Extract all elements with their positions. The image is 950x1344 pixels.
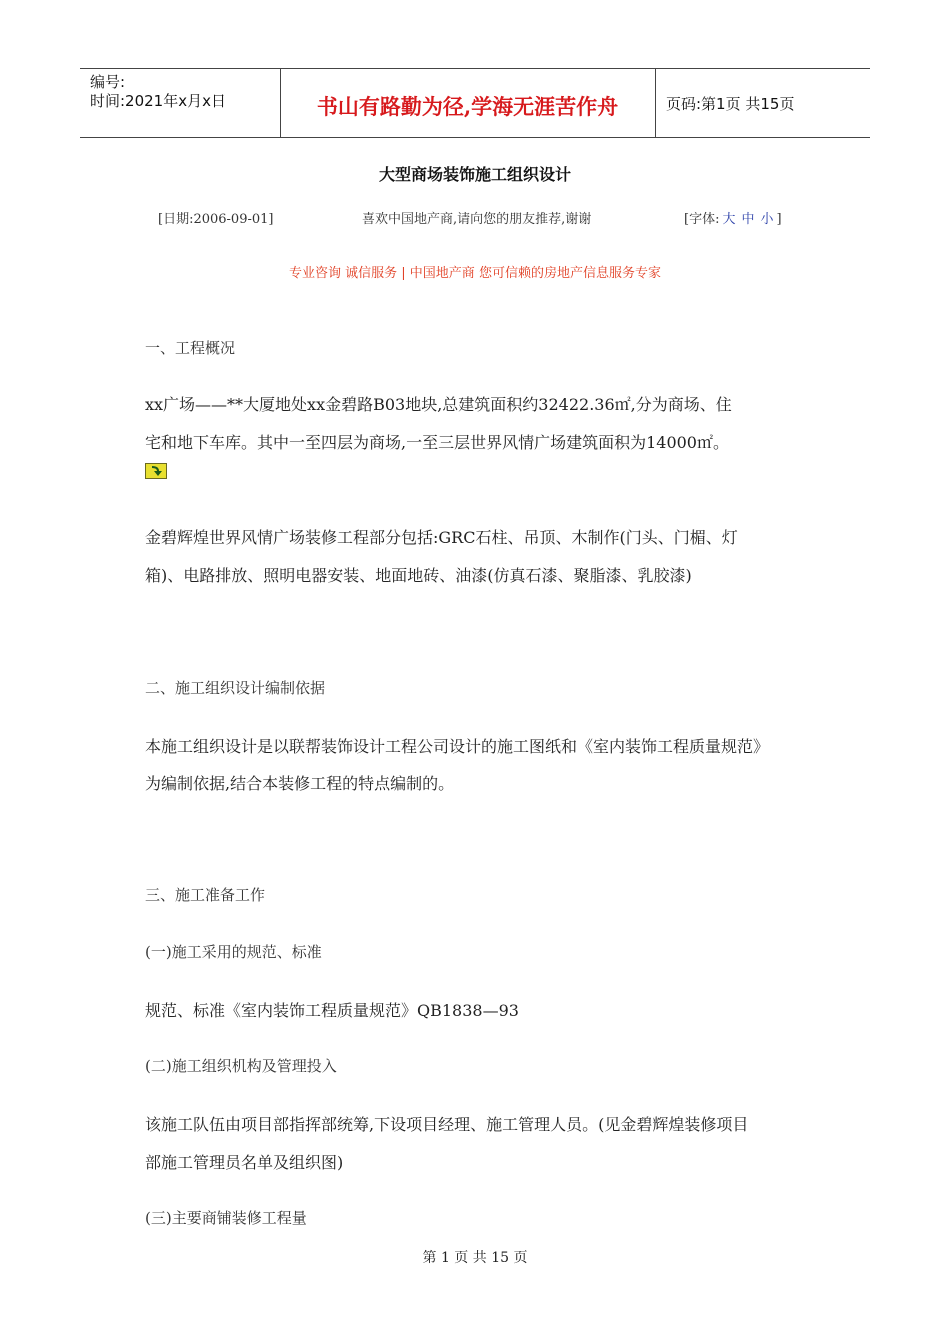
section-2-heading: 二、施工组织设计编制依据	[145, 679, 326, 697]
subsection-heading: (一)施工采用的规范、标准	[145, 943, 322, 961]
recommend-text: 喜欢中国地产商,请向您的朋友推荐,谢谢	[362, 212, 592, 227]
paragraph-line: 箱)、电路排放、照明电器安装、地面地砖、油漆(仿真石漆、聚脂漆、乳胶漆)	[145, 566, 692, 585]
paragraph-line: 规范、标准《室内装饰工程质量规范》QB1838—93	[145, 1001, 519, 1020]
section-1-heading: 一、工程概况	[145, 339, 236, 357]
time-label: 时间:2021年x月x日	[90, 92, 226, 110]
paragraph-line: 该施工队伍由项目部指挥部统筹,下设项目经理、施工管理人员。(见金碧辉煌装修项目	[145, 1115, 749, 1134]
subsection-heading: (二)施工组织机构及管理投入	[145, 1057, 337, 1075]
header-table	[80, 68, 870, 138]
paragraph-line: xx广场——**大厦地处xx金碧路B03地块,总建筑面积约32422.36㎡,分为商场、住	[145, 395, 732, 414]
number-label: 编号:	[90, 73, 126, 91]
promo-banner[interactable]: 专业咨询 诚信服务 | 中国地产商 您可信赖的房地产信息服务专家	[289, 266, 661, 281]
page-footer: 第 1 页 共 15 页	[422, 1250, 528, 1266]
font-label: [字体:	[684, 212, 720, 227]
document-title: 大型商场装饰施工组织设计	[378, 165, 571, 184]
arrow-icon[interactable]	[145, 463, 167, 479]
font-small-link[interactable]: 小	[760, 212, 774, 227]
font-large-link[interactable]: 大	[722, 212, 736, 227]
paragraph-line: 本施工组织设计是以联帮装饰设计工程公司设计的施工图纸和《室内装饰工程质量规范》	[145, 737, 770, 756]
font-close: ]	[776, 212, 782, 227]
header-meta	[90, 73, 226, 111]
font-medium-link[interactable]: 中	[741, 212, 755, 227]
font-size-selector	[684, 208, 782, 227]
subsection-heading: (三)主要商铺装修工程量	[145, 1209, 307, 1227]
header-divider	[655, 69, 656, 137]
paragraph-line: 宅和地下车库。其中一至四层为商场,一至三层世界风情广场建筑面积为14000㎡。	[145, 433, 729, 452]
paragraph-line: 金碧辉煌世界风情广场装修工程部分包括:GRC石柱、吊顶、木制作(门头、门楣、灯	[145, 528, 738, 547]
article-date: [日期:2006-09-01]	[158, 212, 274, 227]
section-3-heading: 三、施工准备工作	[145, 886, 266, 904]
header-page-label: 页码:第1页 共15页	[666, 95, 795, 113]
paragraph-line: 为编制依据,结合本装修工程的特点编制的。	[145, 774, 455, 793]
header-motto: 书山有路勤为径,学海无涯苦作舟	[316, 94, 619, 119]
paragraph-line: 部施工管理员名单及组织图)	[145, 1153, 344, 1172]
